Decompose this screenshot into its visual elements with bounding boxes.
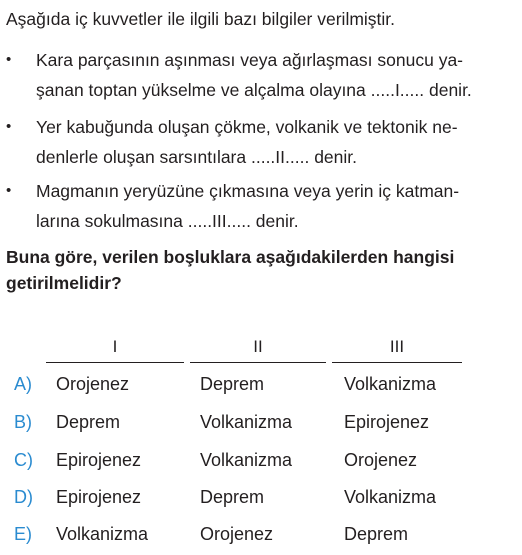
option-cell-1: Deprem: [56, 412, 121, 432]
answer-option-a[interactable]: [0, 370, 522, 398]
option-cell-3: Volkanizma: [344, 487, 437, 507]
answer-option-c[interactable]: [0, 446, 522, 474]
option-cell-2: Deprem: [200, 487, 265, 507]
option-cell-2: Orojenez: [200, 524, 274, 544]
bullet-line: denlerle oluşan sarsıntılara .....II..... denir.: [36, 147, 357, 167]
option-cell-2: Volkanizma: [200, 412, 293, 432]
bullet-dot: •: [6, 182, 12, 199]
option-letter: B): [14, 412, 32, 432]
answer-option-e[interactable]: [0, 520, 522, 548]
column-header-rule: [46, 362, 184, 363]
bullet-dot: •: [6, 118, 12, 135]
info-bullet-3: [6, 176, 516, 236]
info-bullet-1: [6, 45, 516, 105]
question-line: getirilmelidir?: [6, 273, 122, 293]
option-cell-1: Epirojenez: [56, 450, 142, 470]
option-cell-1: Epirojenez: [56, 487, 142, 507]
column-header-1: I: [112, 337, 118, 356]
option-cell-1: Volkanizma: [56, 524, 149, 544]
option-cell-3: Epirojenez: [344, 412, 430, 432]
option-letter: A): [14, 374, 32, 394]
option-cell-1: Orojenez: [56, 374, 130, 394]
bullet-dot: •: [6, 51, 12, 68]
column-header-3: III: [389, 337, 405, 356]
option-cell-3: Orojenez: [344, 450, 418, 470]
option-letter: E): [14, 524, 32, 544]
question-line: Buna göre, verilen boşluklara aşağıdakilerden hangisi: [6, 247, 455, 267]
column-header-rule: [190, 362, 326, 363]
option-cell-3: Volkanizma: [344, 374, 437, 394]
option-cell-3: Deprem: [344, 524, 409, 544]
question-stem: [6, 244, 454, 296]
option-letter: C): [14, 450, 33, 470]
answer-option-b[interactable]: [0, 408, 522, 436]
option-letter: D): [14, 487, 33, 507]
answer-option-d[interactable]: [0, 483, 522, 511]
intro-text: Aşağıda iç kuvvetler ile ilgili bazı bilgiler verilmiştir.: [6, 9, 396, 29]
option-cell-2: Deprem: [200, 374, 265, 394]
column-header-2: II: [253, 337, 263, 356]
column-header-rule: [332, 362, 462, 363]
option-cell-2: Volkanizma: [200, 450, 293, 470]
info-bullet-2: [6, 112, 516, 172]
bullet-line: Yer kabuğunda oluşan çökme, volkanik ve tektonik ne-: [36, 117, 458, 137]
bullet-line: larına sokulmasına .....III..... denir.: [36, 211, 299, 231]
bullet-line: şanan toptan yükselme ve alçalma olayına .....I..... denir.: [36, 80, 472, 100]
bullet-line: Magmanın yeryüzüne çıkmasına veya yerin iç katman-: [36, 181, 460, 201]
bullet-line: Kara parçasının aşınması veya ağırlaşması sonucu ya-: [36, 50, 464, 70]
